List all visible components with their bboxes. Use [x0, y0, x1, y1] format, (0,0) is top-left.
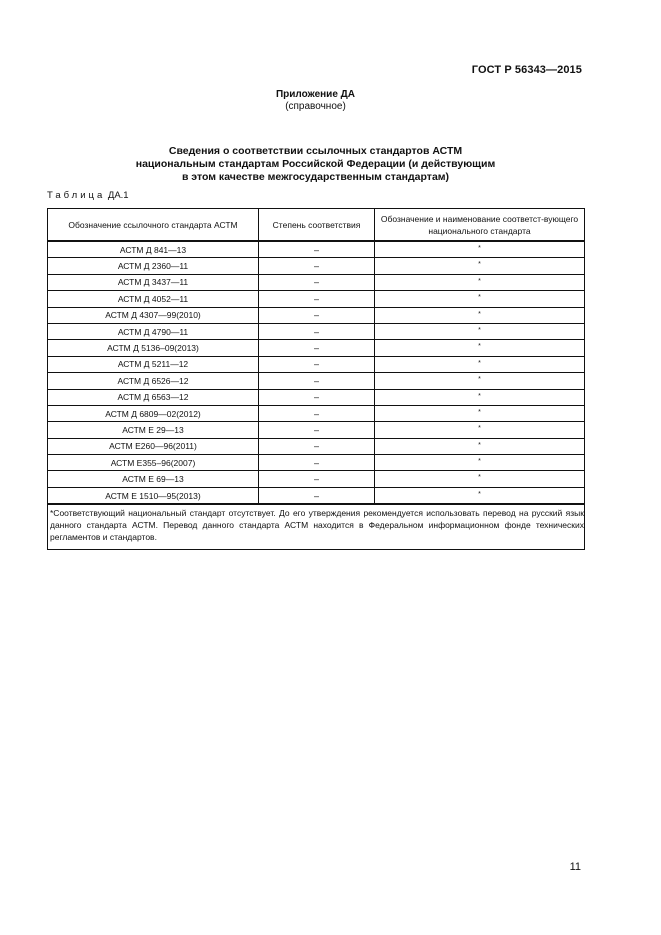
cell-national-standard: *: [375, 422, 585, 438]
cell-standard: АСТМ Е 1510—95(2013): [48, 487, 259, 504]
cell-degree: –: [259, 258, 375, 274]
cell-national-standard: *: [375, 291, 585, 307]
table-row: [48, 389, 585, 405]
cell-standard: АСТМ Е 29—13: [48, 422, 259, 438]
cell-national-standard: *: [375, 405, 585, 421]
table-footnote: *Соответствующий национальный стандарт отсутствует. До его утверждения рекомендуется использовать перевод на русский язык данного стандарта АСТМ. Перевод данного стандарта АСТМ находится в Федеральном информационном фонде технических регламентов и стандартов.: [48, 504, 585, 550]
cell-standard: АСТМ Д 6809—02(2012): [48, 405, 259, 421]
heading-line: национальным стандартам Российской Федерации (и действующим: [135, 158, 496, 170]
cell-standard: АСТМ Д 5136–09(2013): [48, 340, 259, 356]
table-row: [48, 422, 585, 438]
cell-degree: –: [259, 455, 375, 471]
cell-national-standard: *: [375, 241, 585, 258]
table-row: [48, 241, 585, 258]
column-header: Степень соответствия: [259, 209, 375, 242]
cell-standard: АСТМ Д 4790—11: [48, 323, 259, 339]
cell-national-standard: *: [375, 307, 585, 323]
cell-degree: –: [259, 422, 375, 438]
table-row: [48, 455, 585, 471]
cell-degree: –: [259, 487, 375, 504]
cell-national-standard: *: [375, 455, 585, 471]
cell-degree: –: [259, 405, 375, 421]
table-row: [48, 487, 585, 504]
table-row: [48, 340, 585, 356]
appendix-subtitle: (справочное): [285, 101, 346, 112]
cell-national-standard: *: [375, 274, 585, 290]
cell-standard: АСТМ Д 6563—12: [48, 389, 259, 405]
section-heading: [0, 145, 631, 184]
cell-national-standard: *: [375, 323, 585, 339]
cell-standard: АСТМ Д 841—13: [48, 241, 259, 258]
cell-degree: –: [259, 471, 375, 487]
cell-degree: –: [259, 438, 375, 454]
cell-national-standard: *: [375, 438, 585, 454]
footnote-row: [48, 504, 585, 550]
cell-standard: АСТМ Д 3437—11: [48, 274, 259, 290]
table-row: [48, 405, 585, 421]
cell-national-standard: *: [375, 471, 585, 487]
cell-standard: АСТМ Е260—96(2011): [48, 438, 259, 454]
cell-standard: АСТМ Е355–96(2007): [48, 455, 259, 471]
cell-standard: АСТМ Д 4307—99(2010): [48, 307, 259, 323]
cell-degree: –: [259, 307, 375, 323]
table-row: [48, 438, 585, 454]
table-label-number: ДА.1: [107, 190, 129, 201]
heading-line: Сведения о соответствии ссылочных стандартов АСТМ: [168, 145, 463, 157]
cell-degree: –: [259, 340, 375, 356]
cell-degree: –: [259, 291, 375, 307]
table-label-prefix: Таблица: [47, 190, 106, 201]
cell-national-standard: *: [375, 258, 585, 274]
table-row: [48, 307, 585, 323]
cell-degree: –: [259, 274, 375, 290]
table-label: [47, 190, 129, 201]
cell-national-standard: *: [375, 389, 585, 405]
correspondence-table: [47, 208, 585, 550]
column-header: Обозначение ссылочного стандарта АСТМ: [48, 209, 259, 242]
cell-standard: АСТМ Д 4052—11: [48, 291, 259, 307]
table-row: [48, 274, 585, 290]
cell-standard: АСТМ Е 69—13: [48, 471, 259, 487]
table-row: [48, 356, 585, 372]
cell-national-standard: *: [375, 487, 585, 504]
cell-standard: АСТМ Д 2360—11: [48, 258, 259, 274]
cell-degree: –: [259, 323, 375, 339]
cell-standard: АСТМ Д 5211—12: [48, 356, 259, 372]
document-id: ГОСТ Р 56343—2015: [471, 64, 582, 76]
cell-national-standard: *: [375, 373, 585, 389]
table-header-row: [48, 209, 585, 242]
column-header: Обозначение и наименование соответст-вующего национального стандарта: [375, 209, 585, 242]
page-number: 11: [569, 861, 581, 873]
cell-degree: –: [259, 389, 375, 405]
heading-line: в этом качестве межгосударственным стандартам): [181, 171, 450, 183]
cell-standard: АСТМ Д 6526—12: [48, 373, 259, 389]
table-row: [48, 291, 585, 307]
table-row: [48, 471, 585, 487]
appendix-title: Приложение ДА: [275, 89, 356, 100]
cell-degree: –: [259, 373, 375, 389]
cell-degree: –: [259, 241, 375, 258]
table-row: [48, 373, 585, 389]
table-row: [48, 258, 585, 274]
table-body: [48, 241, 585, 504]
cell-degree: –: [259, 356, 375, 372]
appendix-block: [0, 89, 631, 113]
cell-national-standard: *: [375, 340, 585, 356]
table-row: [48, 323, 585, 339]
cell-national-standard: *: [375, 356, 585, 372]
